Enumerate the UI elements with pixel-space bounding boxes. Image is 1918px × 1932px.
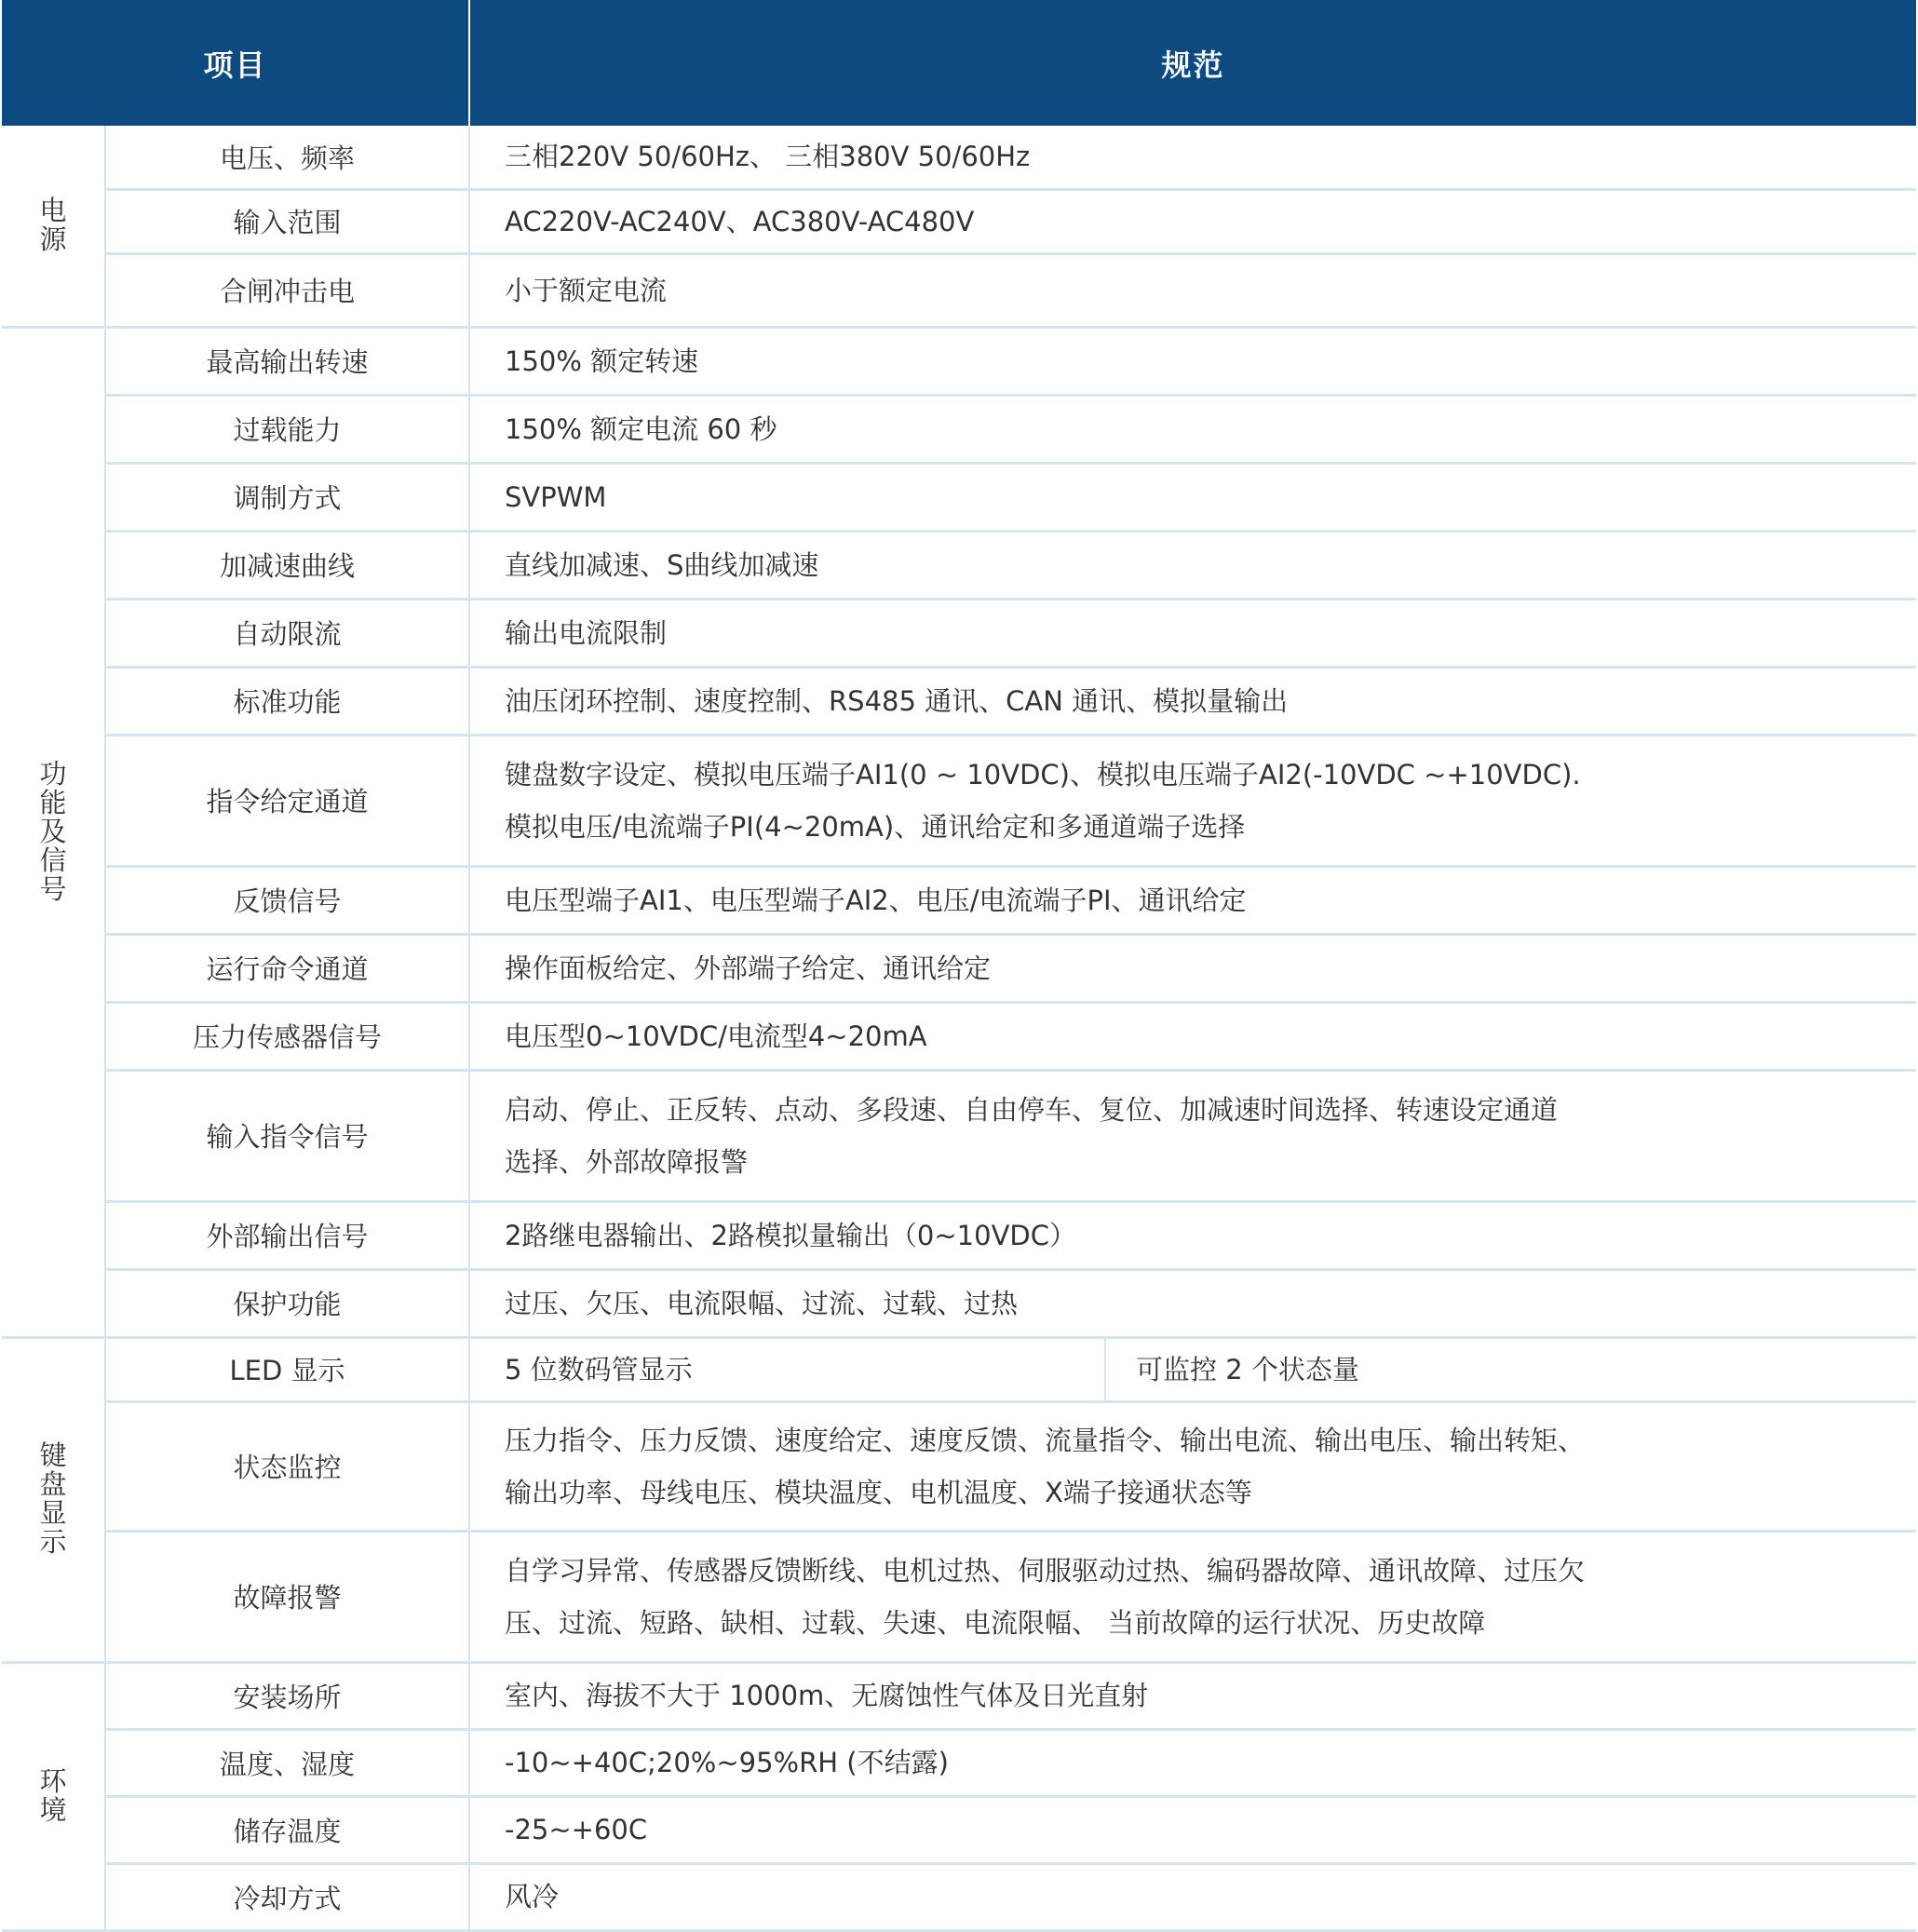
item-cell: 外部输出信号 bbox=[105, 1201, 469, 1269]
value-cell: 三相220V 50/60Hz、 三相380V 50/60Hz bbox=[469, 126, 1916, 189]
table-row bbox=[2, 189, 1916, 253]
group-power bbox=[2, 126, 105, 327]
item-cell: 调制方式 bbox=[105, 463, 469, 531]
item-cell: 状态监控 bbox=[105, 1401, 469, 1531]
value-line: 自学习异常、传感器反馈断线、电机过热、伺服驱动过热、编码器故障、通讯故障、过压欠 bbox=[505, 1554, 1586, 1587]
value-line: 模拟电压/电流端子PI(4~20mA)、通讯给定和多通道端子选择 bbox=[505, 810, 1246, 843]
item-cell: 运行命令通道 bbox=[105, 934, 469, 1002]
value-line: 压力指令、压力反馈、速度给定、速度反馈、流量指令、输出电流、输出电压、输出转矩、 bbox=[505, 1424, 1586, 1456]
value-cell: 操作面板给定、外部端子给定、通讯给定 bbox=[469, 934, 1916, 1002]
value-line: 键盘数字设定、模拟电压端子AI1(0 ~ 10VDC)、模拟电压端子AI2(-10VDC ~+10VDC). bbox=[505, 758, 1581, 790]
table-row bbox=[2, 599, 1916, 667]
value-line: 选择、外部故障报警 bbox=[505, 1145, 749, 1178]
table-row bbox=[2, 1729, 1916, 1796]
value-cell: 风冷 bbox=[469, 1863, 1916, 1930]
value-cell: 150% 额定电流 60 秒 bbox=[469, 395, 1916, 463]
item-cell: 故障报警 bbox=[105, 1531, 469, 1662]
value-cell: 小于额定电流 bbox=[469, 253, 1916, 327]
spec-table bbox=[2, 0, 1916, 1932]
table-row bbox=[2, 1401, 1916, 1531]
group-environment bbox=[2, 1662, 105, 1930]
table-row bbox=[2, 934, 1916, 1002]
value-cell: 输出电流限制 bbox=[469, 599, 1916, 667]
item-cell: 最高输出转速 bbox=[105, 327, 469, 395]
value-cell: 油压闭环控制、速度控制、RS485 通讯、CAN 通讯、模拟量输出 bbox=[469, 667, 1916, 735]
value-cell: 过压、欠压、电流限幅、过流、过载、过热 bbox=[469, 1269, 1916, 1337]
group-label: 电源 bbox=[39, 194, 67, 255]
group-label: 键盘显示 bbox=[39, 1439, 67, 1558]
value-cell: 电压型端子AI1、电压型端子AI2、电压/电流端子PI、通讯给定 bbox=[469, 866, 1916, 934]
value-cell: 5 位数码管显示 bbox=[469, 1337, 1105, 1401]
value-cell: SVPWM bbox=[469, 463, 1916, 531]
item-cell: LED 显示 bbox=[105, 1337, 469, 1401]
item-cell: 温度、湿度 bbox=[105, 1729, 469, 1796]
item-cell: 储存温度 bbox=[105, 1796, 469, 1863]
item-cell: 指令给定通道 bbox=[105, 735, 469, 866]
header-item: 项目 bbox=[2, 0, 469, 126]
value-cell: 2路继电器输出、2路模拟量输出（0~10VDC） bbox=[469, 1201, 1916, 1269]
table-row bbox=[2, 866, 1916, 934]
group-function bbox=[2, 327, 105, 1337]
item-cell: 合闸冲击电 bbox=[105, 253, 469, 327]
table-row bbox=[2, 531, 1916, 599]
value-cell bbox=[469, 1070, 1916, 1201]
table-row bbox=[2, 126, 1916, 189]
value-cell-secondary: 可监控 2 个状态量 bbox=[1105, 1337, 1916, 1401]
table-row bbox=[2, 1531, 1916, 1662]
item-cell: 输入范围 bbox=[105, 189, 469, 253]
table-row bbox=[2, 463, 1916, 531]
item-cell: 标准功能 bbox=[105, 667, 469, 735]
value-line: 输出功率、母线电压、模块温度、电机温度、X端子接通状态等 bbox=[505, 1476, 1252, 1508]
item-cell: 过载能力 bbox=[105, 395, 469, 463]
table-row bbox=[2, 395, 1916, 463]
header-row bbox=[2, 0, 1916, 126]
group-label: 功能及信号 bbox=[39, 757, 67, 905]
value-cell: -10~+40C;20%~95%RH (不结露) bbox=[469, 1729, 1916, 1796]
group-label: 环境 bbox=[39, 1764, 67, 1826]
value-cell: 电压型0~10VDC/电流型4~20mA bbox=[469, 1002, 1916, 1070]
group-keypad bbox=[2, 1337, 105, 1662]
item-cell: 输入指令信号 bbox=[105, 1070, 469, 1201]
value-cell: 室内、海拔不大于 1000m、无腐蚀性气体及日光直射 bbox=[469, 1662, 1916, 1729]
value-cell bbox=[469, 735, 1916, 866]
table-row bbox=[2, 253, 1916, 327]
table-row bbox=[2, 1662, 1916, 1729]
value-cell bbox=[469, 1531, 1916, 1662]
item-cell: 自动限流 bbox=[105, 599, 469, 667]
table-row bbox=[2, 1070, 1916, 1201]
table-row bbox=[2, 1863, 1916, 1930]
value-cell bbox=[469, 1401, 1916, 1531]
value-line: 压、过流、短路、缺相、过载、失速、电流限幅、 当前故障的运行状况、历史故障 bbox=[505, 1606, 1486, 1639]
table-row bbox=[2, 1201, 1916, 1269]
item-cell: 反馈信号 bbox=[105, 866, 469, 934]
value-line: 启动、停止、正反转、点动、多段速、自由停车、复位、加减速时间选择、转速设定通道 bbox=[505, 1093, 1559, 1126]
item-cell: 保护功能 bbox=[105, 1269, 469, 1337]
value-cell: 直线加减速、S曲线加减速 bbox=[469, 531, 1916, 599]
item-cell: 安装场所 bbox=[105, 1662, 469, 1729]
item-cell: 加减速曲线 bbox=[105, 531, 469, 599]
header-spec: 规范 bbox=[469, 0, 1916, 126]
table-row bbox=[2, 735, 1916, 866]
table-row bbox=[2, 1002, 1916, 1070]
item-cell: 电压、频率 bbox=[105, 126, 469, 189]
value-cell: AC220V-AC240V、AC380V-AC480V bbox=[469, 189, 1916, 253]
table-row bbox=[2, 1796, 1916, 1863]
table-row bbox=[2, 327, 1916, 395]
table-row bbox=[2, 1337, 1916, 1401]
table-row bbox=[2, 667, 1916, 735]
item-cell: 压力传感器信号 bbox=[105, 1002, 469, 1070]
value-cell: 150% 额定转速 bbox=[469, 327, 1916, 395]
table-row bbox=[2, 1269, 1916, 1337]
value-cell: -25~+60C bbox=[469, 1796, 1916, 1863]
item-cell: 冷却方式 bbox=[105, 1863, 469, 1930]
